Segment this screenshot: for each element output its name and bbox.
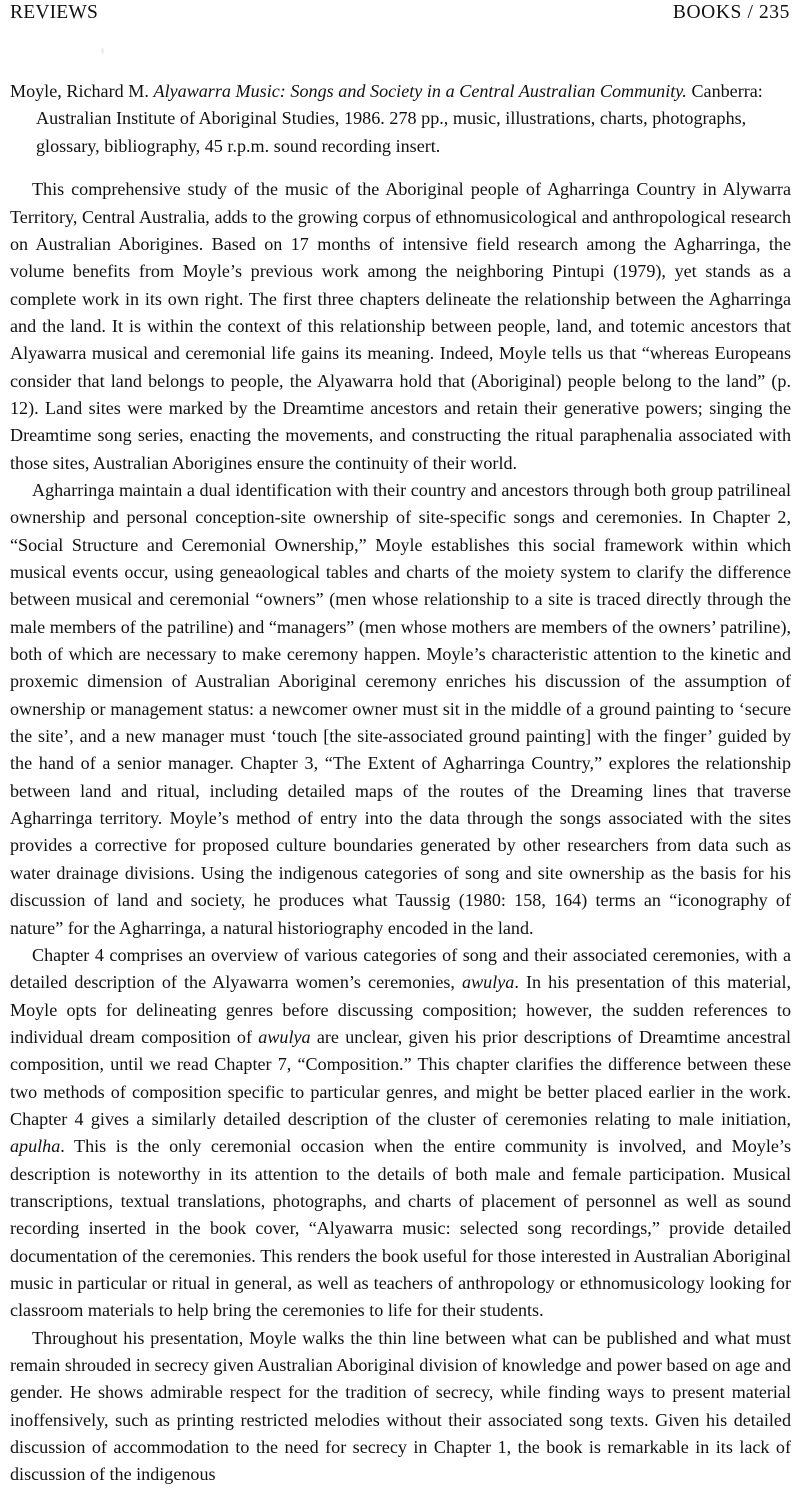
paragraph-segment: Chapter 4 comprises an overview of various categories of song and their associated ceremonies, with a detailed description of the Alyawarra women’s ceremonies, <box>10 944 791 993</box>
review-paragraph-1 <box>10 176 791 477</box>
paragraph-segment: . This is the only ceremonial occasion when the entire community is involved, and Moyle’s description is noteworthy in its attention to the details of both male and female participation. Musical transcriptions, textual translations, photographs, and charts of placement of personnel as well as sound recording inserted in the book cover, “Alyawarra music: selected song recordings,” provide detailed documentation of the ceremonies. This renders the book useful for those interested in Australian Aboriginal music in particular or ritual in general, as well as teachers of anthropology or ethnomusicology looking for classroom materials to help bring the ceremonies to life for their students. <box>10 1136 791 1321</box>
paragraph-text: Throughout his presentation, Moyle walks the thin line between what can be published and what must remain shrouded in secrecy given Australian Aboriginal division of knowledge and power based on age and gender. He shows admirable respect for the tradition of secrecy, while finding ways to present material inoffensively, such as printing restricted melodies without their associated song texts. Given his detailed discussion of accommodation to the need for secrecy in Chapter 1, the book is remarkable in its lack of discussion of the indigenous <box>10 1327 791 1485</box>
review-paragraph-3 <box>10 942 791 1325</box>
paragraph-text: Agharringa maintain a dual identification with their country and ancestors through both group patrilineal ownership and personal conception-site ownership of site-specific songs and ceremonies. In Chapter 2, “Social Structure and Ceremonial Ownership,” Moyle establishes this social framework within which musical events occur, using geneaological tables and charts of the moiety system to clarify the difference between musical and ceremonial “owners” (men whose relationship to a site is traced directly through the male members of the patriline) and “managers” (men whose mothers are members of the owners’ patriline), both of which are necessary to make ceremony happen. Moyle’s characteristic attention to the kinetic and proxemic dimension of Australian Aboriginal ceremony enriches his discussion of the assumption of ownership or management status: a newcomer owner must sit in the middle of a ground painting to ‘secure the site’, and a new manager must ‘touch [the site-associated ground painting] with the finger’ guided by the hand of a senior manager. Chapter 3, “The Extent of Agharringa Country,” explores the relationship between land and ritual, including detailed maps of the routes of the Dreaming lines that traverse Agharringa territory. Moyle’s method of entry into the data through the songs associated with the sites provides a corrective for proposed culture boundaries generated by other researchers from data such as water drainage divisions. Using the indigenous categories of song and site ownership as the basis for his discussion of land and society, he produces what Taussig (1980: 158, 164) terms an “iconography of nature” for the Agharringa, a natural historiography encoded in the land. <box>10 480 791 938</box>
citation-author: Moyle, Richard M. <box>10 81 149 101</box>
running-head-left: REVIEWS <box>10 2 99 23</box>
paragraph-segment: . In his presentation of this material, Moyle opts for delineating genres before discussing composition; however, the sudden references to individual dream composition of <box>10 972 791 1047</box>
paragraph-text: This comprehensive study of the music of the Aboriginal people of Agharringa Country in Alywarra Territory, Central Australia, adds to the growing corpus of ethnomusicological and anthropological research on Australian Aborigines. Based on 17 months of intensive field research among the Agharringa, the volume benefits from Moyle’s previous work among the neighboring Pintupi (1979), yet stands as a complete work in its own right. The first three chapters delineate the relationship between the Agharringa and the land. It is within the context of this relationship between people, land, and totemic ancestors that Alyawarra musical and ceremonial life gains its meaning. Indeed, Moyle tells us that “whereas Europeans consider that land belongs to people, the Alyawarra hold that (Aboriginal) people belong to the land” (p. 12). Land sites were marked by the Dreamtime ancestors and retain their generative powers; singing the Dreamtime song series, enacting the movements, and constructing the ritual paraphenalia associated with those sites, Australian Aborigines ensure the continuity of their world. <box>10 179 791 473</box>
review-paragraph-4 <box>10 1325 791 1489</box>
text-column <box>10 78 791 1489</box>
review-paragraph-2 <box>10 477 791 942</box>
foreign-term-awulya: awulya <box>258 1026 311 1047</box>
running-head-right: BOOKS / 235 <box>672 2 790 23</box>
paragraph-segment: are unclear, given his prior descriptions of Dreamtime ancestral composition, until we read Chapter 7, “Composition.” This chapter clarifies the difference between these two methods of composition specific to particular genres, and might be better placed earlier in the work. Chapter 4 gives a similarly detailed description of the cluster of ceremonies relating to male initiation, <box>10 1026 791 1129</box>
book-citation <box>10 78 791 160</box>
running-head <box>10 2 790 24</box>
foreign-term-apulha: apulha <box>10 1136 61 1157</box>
foreign-term-awulya: awulya <box>462 972 515 993</box>
citation-imprint: Canberra: Australian Institute of Aboriginal Studies, 1986. 278 pp., music, illustrations, charts, photographs, glossary, bibliography, 45 r.p.m. sound recording insert. <box>36 81 763 156</box>
citation-title: Alyawarra Music: Songs and Society in a Central Australian Community. <box>153 81 687 101</box>
scan-artifact-speck <box>101 48 104 54</box>
